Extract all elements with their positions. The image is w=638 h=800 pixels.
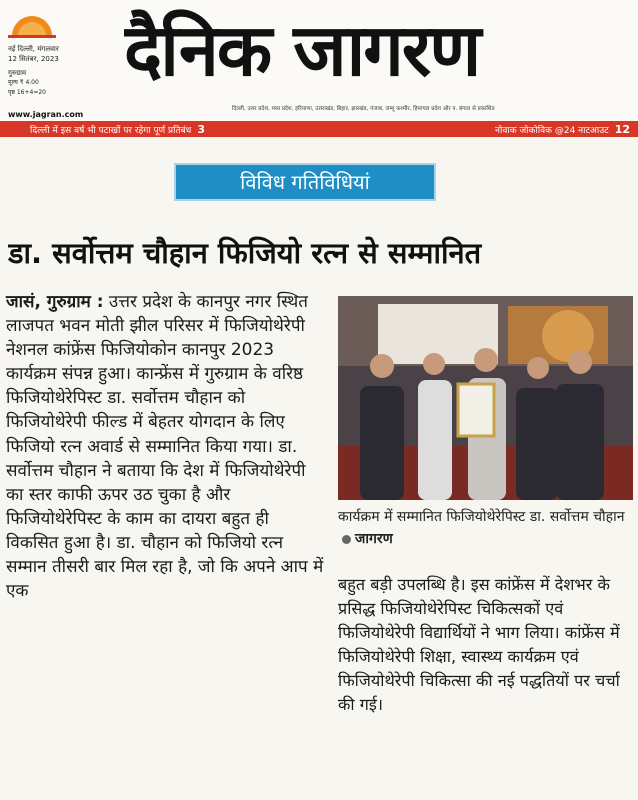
article-body-right-text: बहुत बड़ी उपलब्धि है। इस कांफ्रेंस में देशभर के प्रसिद्ध फिजियोथेरेपिस्ट चिकित्सकों एवं फिजियोथेरेपी विद्यार्थियों ने भाग लिया। कांफ्रेंस में फिजियोथेरेपी शिक्षा, स्वास्थ्य कार्यक्रम एवं फिजियोथेरेपी चिकित्सा की नई पद्धतियों पर चर्चा की गई। — [338, 575, 620, 715]
award-ceremony-photo-icon — [338, 296, 633, 500]
page-count: पृष्ठ 16+4=20 — [8, 89, 46, 96]
photo-caption — [338, 506, 633, 550]
article-body-column-right — [338, 573, 632, 718]
section-label: विविध गतिविधियां — [240, 170, 370, 194]
caption-text: कार्यक्रम में सम्मानित फिजियोथेरेपिस्ट डा. सर्वोत्तम चौहान — [338, 509, 625, 525]
date-block — [8, 44, 118, 98]
date-line-2: 12 सितंबर, 2023 — [8, 55, 59, 63]
masthead — [0, 0, 638, 122]
ticker-left-page: 3 — [197, 123, 205, 136]
editions-line: दिल्ली, उत्तर प्रदेश, मध्य प्रदेश, हरियाणा, उत्तराखंड, बिहार, झारखंड, पंजाब, जम्मू कश्मीर, हिमाचल प्रदेश और प. बंगाल से प्रकाशित — [232, 106, 495, 112]
article-headline: डा. सर्वोत्तम चौहान फिजियो रत्न से सम्मानित — [8, 236, 482, 270]
ticker-right — [495, 123, 630, 136]
headline-ticker-bar — [0, 121, 638, 137]
caption-credit: जागरण — [355, 531, 393, 547]
ticker-left-text: दिल्ली में इस वर्ष भी पटाखों पर रहेगा पूर्ण प्रतिबंध — [30, 126, 192, 136]
event-photo — [338, 296, 633, 500]
ticker-right-text: नोवाक जोकोविक @24 नाटआउट — [495, 126, 609, 136]
price: मूल्य ₹ 4.00 — [8, 79, 39, 86]
jagran-sun-logo-icon — [8, 6, 56, 38]
website-link[interactable]: www.jagran.com — [8, 110, 84, 119]
article-byline: जासं, गुरुग्राम : — [6, 292, 104, 312]
date-line-1: नई दिल्ली, मंगलवार — [8, 45, 59, 53]
caption-dot-icon — [342, 535, 351, 544]
newspaper-title: दैनिक जागरण — [124, 8, 480, 92]
article-body-column-left — [6, 290, 326, 603]
article-body-left-text: उत्तर प्रदेश के कानपुर नगर स्थित लाजपत भवन मोती झील परिसर में फिजियोथेरेपी नेशनल कांफ्रेंस फिजियोकोन कानपुर 2023 कार्यक्रम संपन्न हुआ। कान्फ्रेंस में गुरुग्राम के वरिष्ठ फिजियोथेरेपिस्ट डा. सर्वोत्तम चौहान को फिजियोथेरेपी फील्ड में बेहतर योगदान के लिए फिजियो रत्न अवार्ड से सम्मानित किया गया। डा. सर्वोत्तम चौहान ने बताया कि देश में फिजियोथेरेपी का स्तर काफी ऊपर उठ चुका है और फिजियोथेरेपिस्ट के काम का दायरा बहुत ही विकसित हुआ है। डा. चौहान को फिजियो रत्न सम्मान तीसरी बार मिल रहा है, जो कि अपने आप में एक — [6, 292, 324, 602]
ticker-left — [30, 123, 205, 136]
section-banner — [174, 163, 436, 201]
edition-name: गुरुग्राम — [8, 69, 27, 77]
ticker-right-page: 12 — [614, 123, 630, 136]
